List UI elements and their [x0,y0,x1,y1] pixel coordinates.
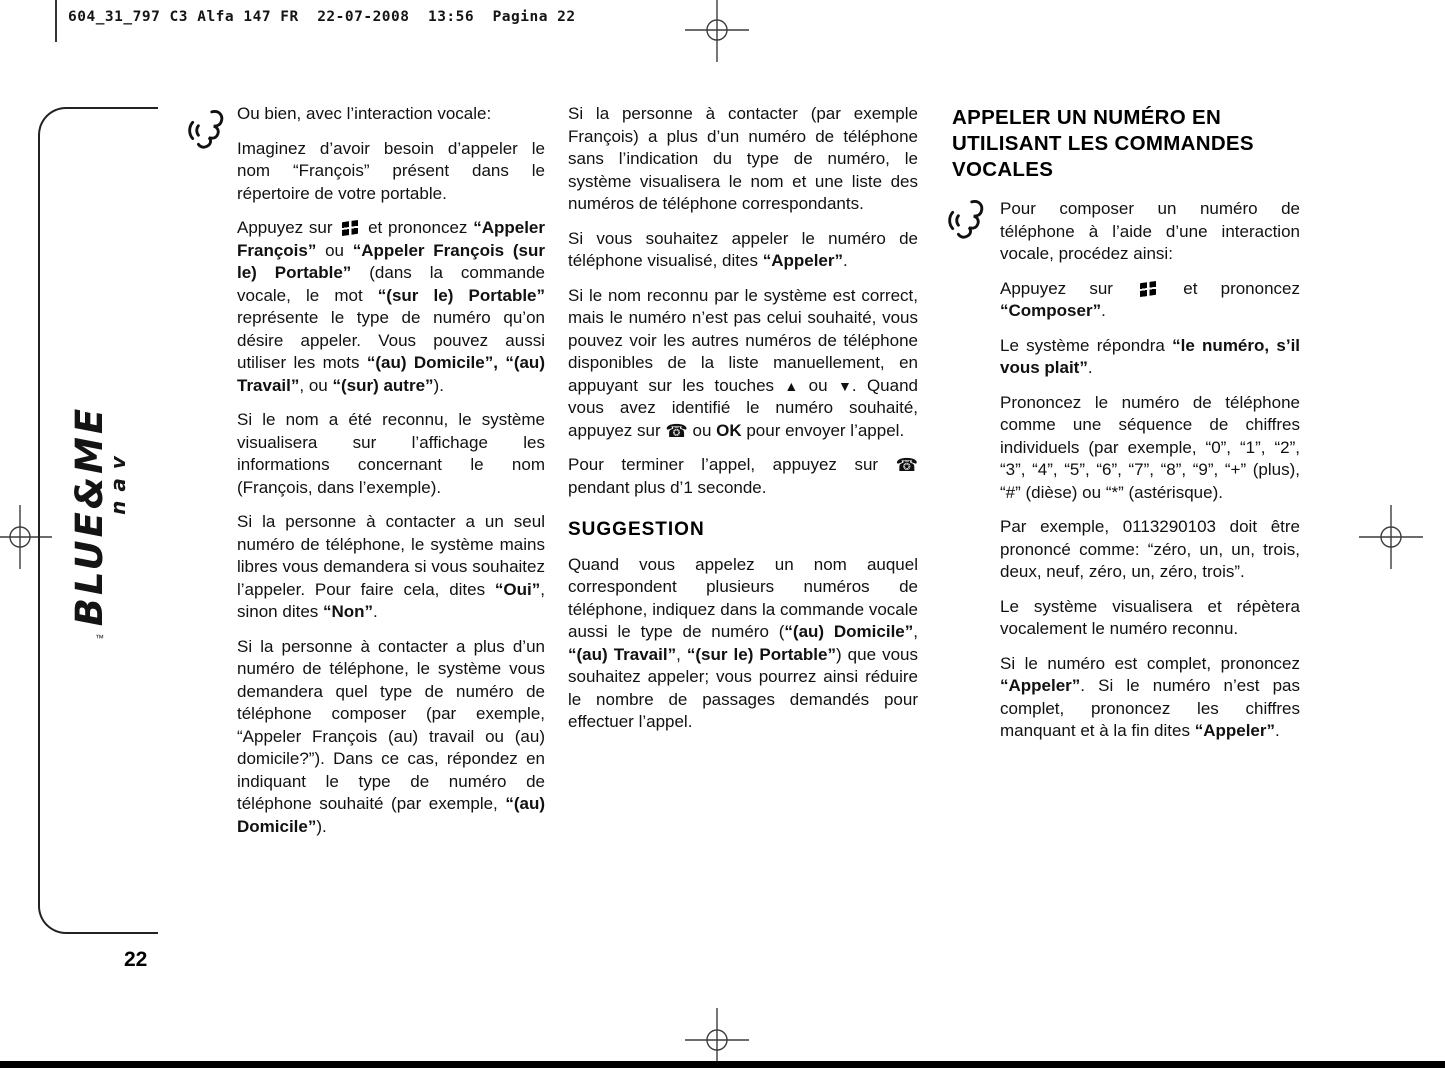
text-run: . Quand vous avez identifié le numéro souhaité, appuyez sur [568,375,919,440]
text-run: Si le nom reconnu par le système est correct, mais le numéro n’est pas celui souhaité, vous pouvez voir les autres numéros de téléphone disponibles de la liste manuellement, en appuyant sur les touches [568,285,918,395]
text-run-bold: “Appeler François” [237,218,545,260]
paragraph [237,636,545,839]
paragraph [568,554,918,734]
text-run: . [1087,358,1093,377]
text-run: Ou bien, avec l’interaction vocale: [237,104,492,123]
text-run: Appuyez sur [1000,278,1137,298]
column-2-top [568,103,918,499]
text-run-bold: “Composer” [1000,301,1102,320]
page-number: 22 [124,948,148,971]
paragraph [1000,516,1300,584]
registration-mark-top [685,0,749,62]
text-run-bold: “le numéro, s’il vous plait” [1000,335,1301,377]
text-run: , [676,644,687,664]
text-run: ou [687,420,717,440]
text-run: et prononcez [1160,278,1300,298]
paragraph [568,454,918,499]
voice-button-icon [342,220,358,236]
blueandme-logo-text: BLUE&ME [68,405,111,627]
text-run: (dans la commande vocale, le mot [237,263,545,305]
paragraph [568,228,918,273]
text-run: . [842,251,848,270]
paragraph [237,138,545,206]
text-run: Pour terminer l’appel, appuyez sur [568,455,896,474]
text-run: , [913,622,918,641]
text-run-bold: “(au) Domicile”, “(au) Travail” [237,353,545,395]
section-heading: APPELER UN NUMÉRO EN UTILISANT LES COMMANDES VOCALES [952,106,1254,181]
text-run-bold: “Appeler François (sur le) Portable” [237,240,545,282]
voice-interaction-icon [946,198,988,242]
text-run: . [373,602,378,621]
text-run: Si la personne à contacter a un seul numéro de téléphone, le système mains libres vous demandera si vous souhaitez l’appeler. Pour faire cela, dites [237,512,545,599]
text-run: . Si le numéro n’est pas complet, prononcez les chiffres manquant et à la fin dites [1000,676,1300,740]
down-arrow-key-icon: ▼ [837,377,852,394]
text-run: , sinon dites [237,579,545,621]
text-run: ) que vous souhaitez appeler; vous pourrez ainsi réduire le nombre de passages demandés pour effectuer l’appel. [568,644,918,731]
paragraph [237,103,545,126]
text-run-bold: “Non” [323,602,374,621]
voice-interaction-icon [186,108,228,152]
text-run: . [1274,721,1280,740]
text-run-bold: “(sur) autre” [332,375,434,395]
column-1 [237,103,545,850]
column-2-bottom [568,554,918,734]
registration-mark-right [1359,505,1423,569]
suggestion-heading: SUGGESTION [568,519,705,540]
blueandme-logo [70,391,134,641]
phone-key-icon: ☎ [895,455,918,475]
text-run: Le système répondra [1000,335,1173,355]
text-run-bold: “Appeler” [1194,721,1275,740]
registration-mark-bottom [685,1008,749,1068]
paragraph [1000,596,1300,641]
text-run-bold: “Appeler” [1000,676,1081,695]
text-run: Prononcez le numéro de téléphone comme une séquence de chiffres individuels (par exemple, “0”, “1”, “2”, “3”, “4”, “5”, “6”, “7”, “8”, “9”, “+” (plus), “#” (dièse) ou “*” (astérisque). [1000,392,1300,502]
text-run: Imaginez d’avoir besoin d’appeler le nom “François” présent dans le répertoire de votre portable. [237,138,545,203]
text-run-bold: “(au) Domicile” [237,794,545,836]
paragraph [1000,335,1300,380]
text-run: Le système visualisera et répètera vocalement le numéro reconnu. [1000,596,1300,638]
text-run: pendant plus d’1 seconde. [568,477,767,497]
paragraph [237,511,545,624]
text-run-bold: “Appeler” [762,251,843,270]
text-run: Par exemple, 0113290103 doit être prononcé comme: “zéro, un, un, trois, deux, neuf, zéro, un, zéro, trois”. [1000,517,1300,581]
text-run-bold: “(au) Travail” [568,644,677,664]
up-arrow-key-icon: ▲ [784,377,799,394]
paragraph [237,409,545,499]
blueandme-logo-nav: nav [106,447,130,515]
text-run: et prononcez [362,218,474,237]
paragraph [1000,198,1300,266]
paragraph [568,103,918,216]
print-info: 604_31_797 C3 Alfa 147 FR 22-07-2008 13:56 Pagina 22 [68,9,576,25]
paragraph [237,217,545,397]
text-run: Appuyez sur [237,218,339,237]
paragraph [1000,392,1300,505]
text-run: Si la personne à contacter (par exemple François) a plus d’un numéro de téléphone sans l’indication du type de numéro, le système visualisera le nom et une liste des numéros de téléphone correspondants. [568,104,918,213]
text-run-bold: OK [716,420,742,440]
text-run-bold: “(sur le) Portable” [377,285,546,305]
text-run: Si le nom a été reconnu, le système visualisera sur l’affichage les informations concernant le nom (François, dans l’exemple). [237,410,545,497]
column-2 [568,103,918,746]
text-run: Pour composer un numéro de téléphone à l’aide d’une interaction vocale, procédez ainsi: [1000,199,1300,263]
column-3-body [952,198,1300,743]
text-run-bold: “(sur le) Portable” [686,644,836,664]
text-run: ). [316,816,327,836]
text-run: Si le numéro est complet, prononcez [1000,653,1300,673]
text-run: Quand vous appelez un nom auquel correspondent plusieurs numéros de téléphone, indiquez dans la commande vocale aussi le type de numéro ( [568,554,918,641]
text-run: , ou [299,375,333,395]
column-3 [952,103,1300,755]
text-run: représente le type de numéro qu’on désire appeler. Vous pouvez aussi utiliser les mots [237,308,545,372]
text-run: pour envoyer l’appel. [741,420,905,440]
paragraph [1000,653,1300,743]
paragraph [1000,278,1300,323]
text-run: Si vous souhaitez appeler le numéro de téléphone visualisé, dites [568,228,918,270]
text-run: Si la personne à contacter a plus d’un numéro de téléphone, le système vous demandera quel type de numéro de téléphone composer (par exemple, “Appeler François (au) travail ou (au) domicile?”). Dans ce cas, répondez en indiquant le type de numéro de téléphone souhaité (par exemple, [237,636,545,813]
text-run-bold: “(au) Domicile” [784,622,914,641]
text-run: ou [316,240,353,260]
text-run: ). [433,375,444,395]
paragraph [568,285,918,443]
trademark-symbol: ™ [95,633,104,643]
phone-key-icon: ☎ [665,420,688,441]
text-run-bold: “Oui” [494,579,541,599]
print-bleed-bar [0,1061,1445,1068]
voice-button-icon [1140,280,1156,296]
crop-tick-line [55,0,57,42]
text-run: ou [798,375,838,395]
text-run: . [1101,301,1106,320]
